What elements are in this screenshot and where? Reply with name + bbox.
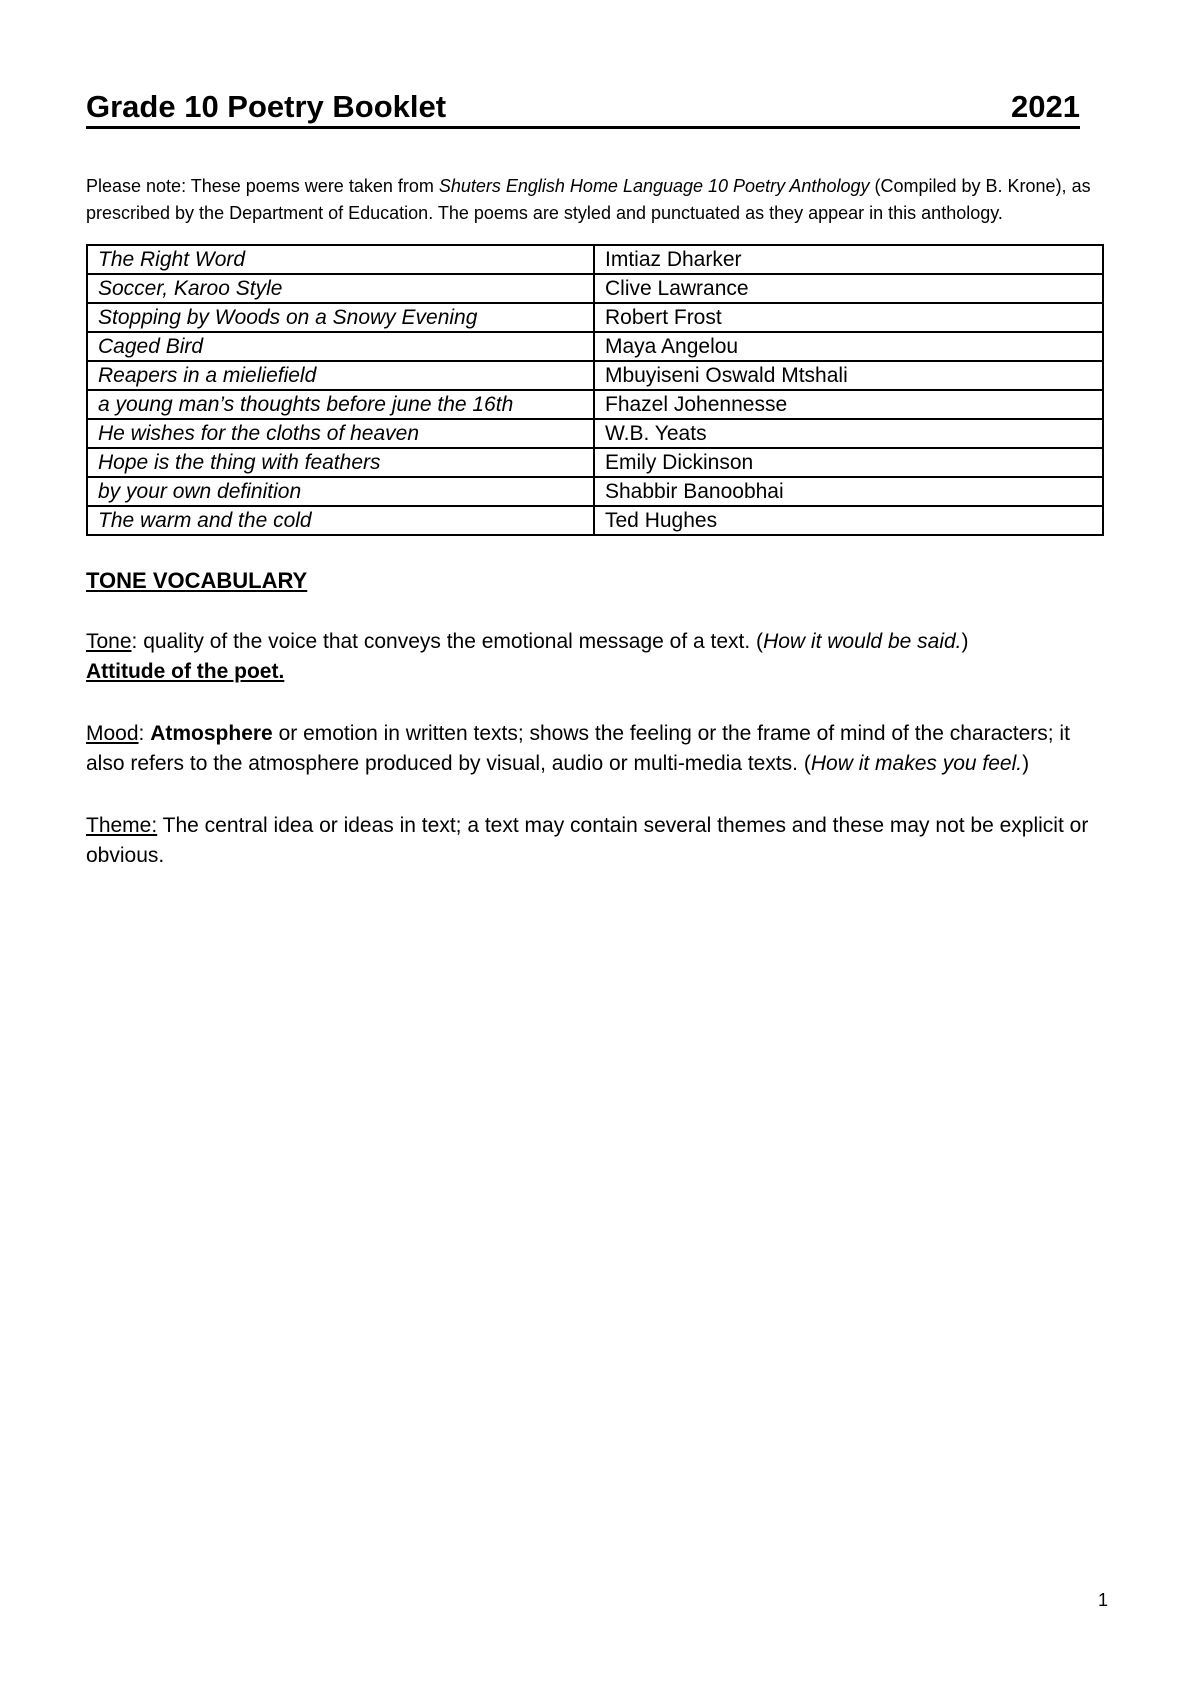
- note-suffix: (Compiled by B. Krone), as prescribed by the Department of Education. The poems are styled and punctuated as they appear in this anthology.: [86, 176, 1091, 223]
- poem-title: Soccer, Karoo Style: [87, 274, 594, 303]
- theme-definition: [86, 811, 1106, 871]
- poem-title: Reapers in a mieliefield: [87, 361, 594, 390]
- poem-author: Imtiaz Dharker: [594, 245, 1103, 274]
- tone-text: : quality of the voice that conveys the emotional message of a text. (: [131, 630, 764, 653]
- table-row: [87, 390, 1103, 419]
- poem-author: Maya Angelou: [594, 332, 1103, 361]
- note-source-title: Shuters English Home Language 10 Poetry Anthology: [438, 176, 870, 196]
- document-header: [86, 90, 1080, 129]
- mood-term: Mood: [86, 722, 139, 745]
- mood-bold-word: Atmosphere: [150, 722, 273, 745]
- table-row: [87, 245, 1103, 274]
- poem-author: Emily Dickinson: [594, 448, 1103, 477]
- theme-term: Theme:: [86, 814, 158, 837]
- document-title: Grade 10 Poetry Booklet: [86, 89, 447, 124]
- document-year: 2021: [1011, 89, 1080, 124]
- table-row: [87, 303, 1103, 332]
- tone-close: ): [961, 630, 969, 653]
- mood-text: or emotion in written texts; shows the feeling or the frame of mind of the characters; it also refers to the atmosphere produced by visual, audio or multi-media texts. (: [86, 722, 1070, 775]
- table-row: [87, 448, 1103, 477]
- table-row: [87, 332, 1103, 361]
- poem-title: The Right Word: [87, 245, 594, 274]
- poem-title: The warm and the cold: [87, 506, 594, 535]
- table-row: [87, 419, 1103, 448]
- poems-table: [86, 244, 1104, 536]
- table-row: [87, 477, 1103, 506]
- poem-author: Fhazel Johennesse: [594, 390, 1103, 419]
- poem-title: a young man’s thoughts before june the 16th: [87, 390, 594, 419]
- poem-author: Robert Frost: [594, 303, 1103, 332]
- poem-author: Mbuyiseni Oswald Mtshali: [594, 361, 1103, 390]
- source-note: [86, 173, 1096, 227]
- mood-example: How it makes you feel.: [810, 752, 1023, 775]
- document-page: [86, 90, 1106, 871]
- tone-example: How it would be said.: [763, 630, 962, 653]
- table-row: [87, 361, 1103, 390]
- tone-definition: [86, 627, 1106, 687]
- mood-close: ): [1022, 752, 1030, 775]
- poem-title: Stopping by Woods on a Snowy Evening: [87, 303, 594, 332]
- poem-author: Shabbir Banoobhai: [594, 477, 1103, 506]
- poem-title: by your own definition: [87, 477, 594, 506]
- poem-title: Caged Bird: [87, 332, 594, 361]
- note-prefix: Please note: These poems were taken from: [86, 176, 439, 196]
- tone-term: Tone: [86, 630, 132, 653]
- table-row: [87, 506, 1103, 535]
- page-number: 1: [1098, 1590, 1109, 1610]
- mood-colon: :: [138, 722, 151, 745]
- table-row: [87, 274, 1103, 303]
- poem-title: He wishes for the cloths of heaven: [87, 419, 594, 448]
- poem-title: Hope is the thing with feathers: [87, 448, 594, 477]
- theme-text: The central idea or ideas in text; a text may contain several themes and these may not be explicit or obvious.: [86, 814, 1089, 867]
- poem-author: W.B. Yeats: [594, 419, 1103, 448]
- mood-definition: [86, 719, 1106, 779]
- poem-author: Ted Hughes: [594, 506, 1103, 535]
- poem-author: Clive Lawrance: [594, 274, 1103, 303]
- tone-emphasis: Attitude of the poet.: [86, 660, 285, 683]
- tone-vocabulary-heading: TONE VOCABULARY: [86, 568, 308, 593]
